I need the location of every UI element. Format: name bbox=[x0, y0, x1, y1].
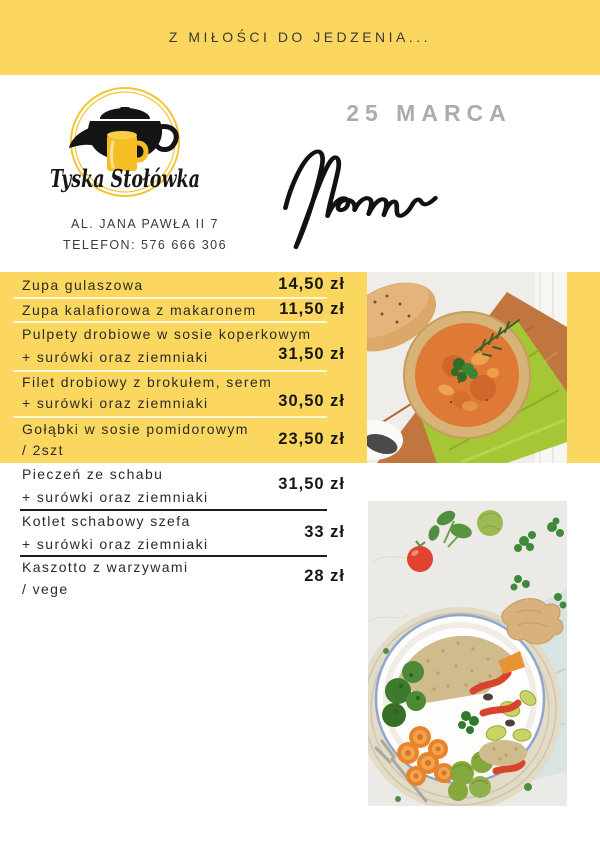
menu-item-detail: + surówki oraz ziemniaki bbox=[22, 536, 209, 552]
menu-item-detail: / vege bbox=[22, 581, 69, 597]
menu-handwriting-icon bbox=[285, 151, 435, 247]
brand-name: Tyska Stołówka bbox=[50, 164, 200, 193]
menu-item-name: Kotlet schabowy szefa bbox=[22, 513, 191, 529]
menu-item-name: Zupa kalafiorowa z makaronem bbox=[22, 302, 257, 318]
tagline-text: Z MIŁOŚCI DO JEDZENIA... bbox=[168, 29, 432, 45]
menu-item-price: 28 zł bbox=[304, 567, 345, 585]
menu-item-name: Pieczeń ze schabu bbox=[22, 466, 164, 482]
menu-item-name: Zupa gulaszowa bbox=[22, 277, 144, 293]
menu-item-name: Pulpety drobiowe w sosie koperkowym bbox=[22, 326, 312, 342]
address-block bbox=[20, 214, 270, 256]
menu-item-price: 23,50 zł bbox=[278, 430, 345, 448]
menu-item-price: 14,50 zł bbox=[278, 275, 345, 293]
menu-item-price: 30,50 zł bbox=[278, 392, 345, 410]
menu-item-price: 31,50 zł bbox=[278, 475, 345, 493]
menu-item-detail: + surówki oraz ziemniaki bbox=[22, 489, 209, 505]
brand-logo bbox=[50, 85, 200, 210]
menu-divider bbox=[13, 370, 327, 372]
menu-divider bbox=[13, 297, 327, 299]
menu-item-name: Filet drobiowy z brokułem, serem bbox=[22, 374, 273, 390]
phone-line: TELEFON: 576 666 306 bbox=[62, 238, 228, 252]
menu-item-price: 33 zł bbox=[304, 523, 345, 541]
menu-item-price: 31,50 zł bbox=[278, 345, 345, 363]
menu-divider bbox=[13, 416, 327, 418]
address-line: AL. JANA PAWŁA II 7 bbox=[71, 217, 219, 231]
menu-item-detail: + surówki oraz ziemniaki bbox=[22, 395, 209, 411]
sprout-garnish-icon bbox=[477, 510, 503, 536]
menu-item-name: Kaszotto z warzywami bbox=[22, 559, 189, 575]
menu-item-detail: + surówki oraz ziemniaki bbox=[22, 349, 209, 365]
menu-script-word bbox=[276, 142, 446, 254]
date-heading: 25 MARCA bbox=[346, 100, 512, 126]
menu-divider bbox=[20, 509, 327, 511]
menu-divider bbox=[20, 555, 327, 557]
menu-item-detail: / 2szt bbox=[22, 442, 64, 458]
goulash-photo bbox=[367, 272, 567, 463]
menu-item-price: 11,50 zł bbox=[279, 300, 345, 318]
menu-item-name: Gołąbki w sosie pomidorowym bbox=[22, 421, 249, 437]
menu-divider bbox=[13, 321, 327, 323]
veggie-bowl-photo bbox=[368, 501, 567, 806]
